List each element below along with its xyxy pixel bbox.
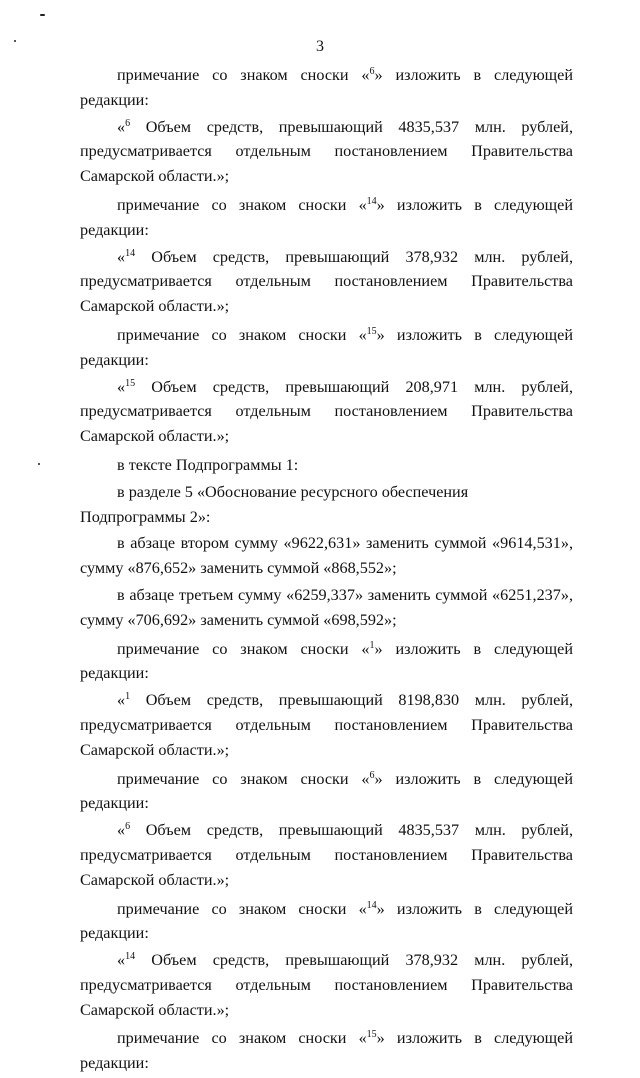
paragraph-footnote-note: примечание со знаком сноски «$^{14}$» изложить в следующей редакции: [80,899,573,943]
footnote-marker: 15 [366,325,377,337]
paragraph-footnote-text: «$^6$ Объем средств, превышающий 4835,537 млн. рублей, предусматривается отдельным постановлением Правительства Самарской области.»; [80,821,573,889]
footnote-marker: 15 [366,1029,377,1041]
footnote-marker: 1 [369,639,375,651]
paragraph-footnote-text: «$^{15}$ Объем средств, превышающий 208,971 млн. рублей, предусматривается отдельным постановлением Правительства Самарской области.»; [80,377,573,446]
paragraph-section-ref: в разделе 5 «Обоснование ресурсного обеспечения Подпрограммы 2»: [80,482,469,526]
paragraph-footnote-note: примечание со знаком сноски «$^{14}$» изложить в следующей редакции: [80,195,573,239]
footnote-marker: 14 [125,247,136,259]
footnote-marker: 6 [369,769,375,781]
paragraph-footnote-text: «$^6$ Объем средств, превышающий 4835,537 млн. рублей, предусматривается отдельным постановлением Правительства Самарской области.»; [80,117,573,186]
paragraph-amount-change: в абзаце втором сумму «9622,631» заменить суммой «9614,531», сумму «876,652» заменить суммой «868,552»; [80,534,573,578]
footnote-marker: 6 [125,117,131,129]
paragraph-subprogram-ref: в тексте Подпрограммы 1: [117,455,299,474]
scan-mark [38,463,40,465]
footnote-marker: 14 [366,899,377,911]
document-body [80,63,573,1078]
paragraph-footnote-note: примечание со знаком сноски «$^6$» изложить в следующей редакции: [80,66,573,109]
paragraph-footnote-text: «$^{14}$ Объем средств, превышающий 378,932 млн. рублей, предусматривается отдельным постановлением Правительства Самарской области.»; [80,247,573,316]
footnote-marker: 6 [125,821,131,833]
paragraph-footnote-note: примечание со знаком сноски «$^{15}$» изложить в следующей редакции: [80,325,573,369]
page-number: 3 [316,38,324,55]
scan-mark [40,14,45,16]
paragraph-footnote-text: «$^{14}$ Объем средств, превышающий 378,932 млн. рублей, предусматривается отдельным постановлением Правительства Самарской области.»; [80,951,573,1019]
paragraph-footnote-note: примечание со знаком сноски «$^6$» изложить в следующей редакции: [80,769,573,813]
paragraph-footnote-text: «$^1$ Объем средств, превышающий 8198,830 млн. рублей, предусматривается отдельным постановлением Правительства Самарской области.»; [80,691,573,759]
paragraph-footnote-note: примечание со знаком сноски «$^1$» изложить в следующей редакции: [80,639,573,683]
paragraph-footnote-note: примечание со знаком сноски «$^{15}$» изложить в следующей редакции: [80,1029,573,1073]
footnote-marker: 14 [125,951,136,963]
footnote-marker: 15 [125,377,136,389]
paragraph-amount-change: в абзаце третьем сумму «6259,337» заменить суммой «6251,237», сумму «706,692» заменить суммой «698,592»; [80,585,573,629]
footnote-marker: 14 [366,195,377,207]
footnote-marker: 6 [369,66,375,77]
footnote-marker: 1 [125,691,131,703]
